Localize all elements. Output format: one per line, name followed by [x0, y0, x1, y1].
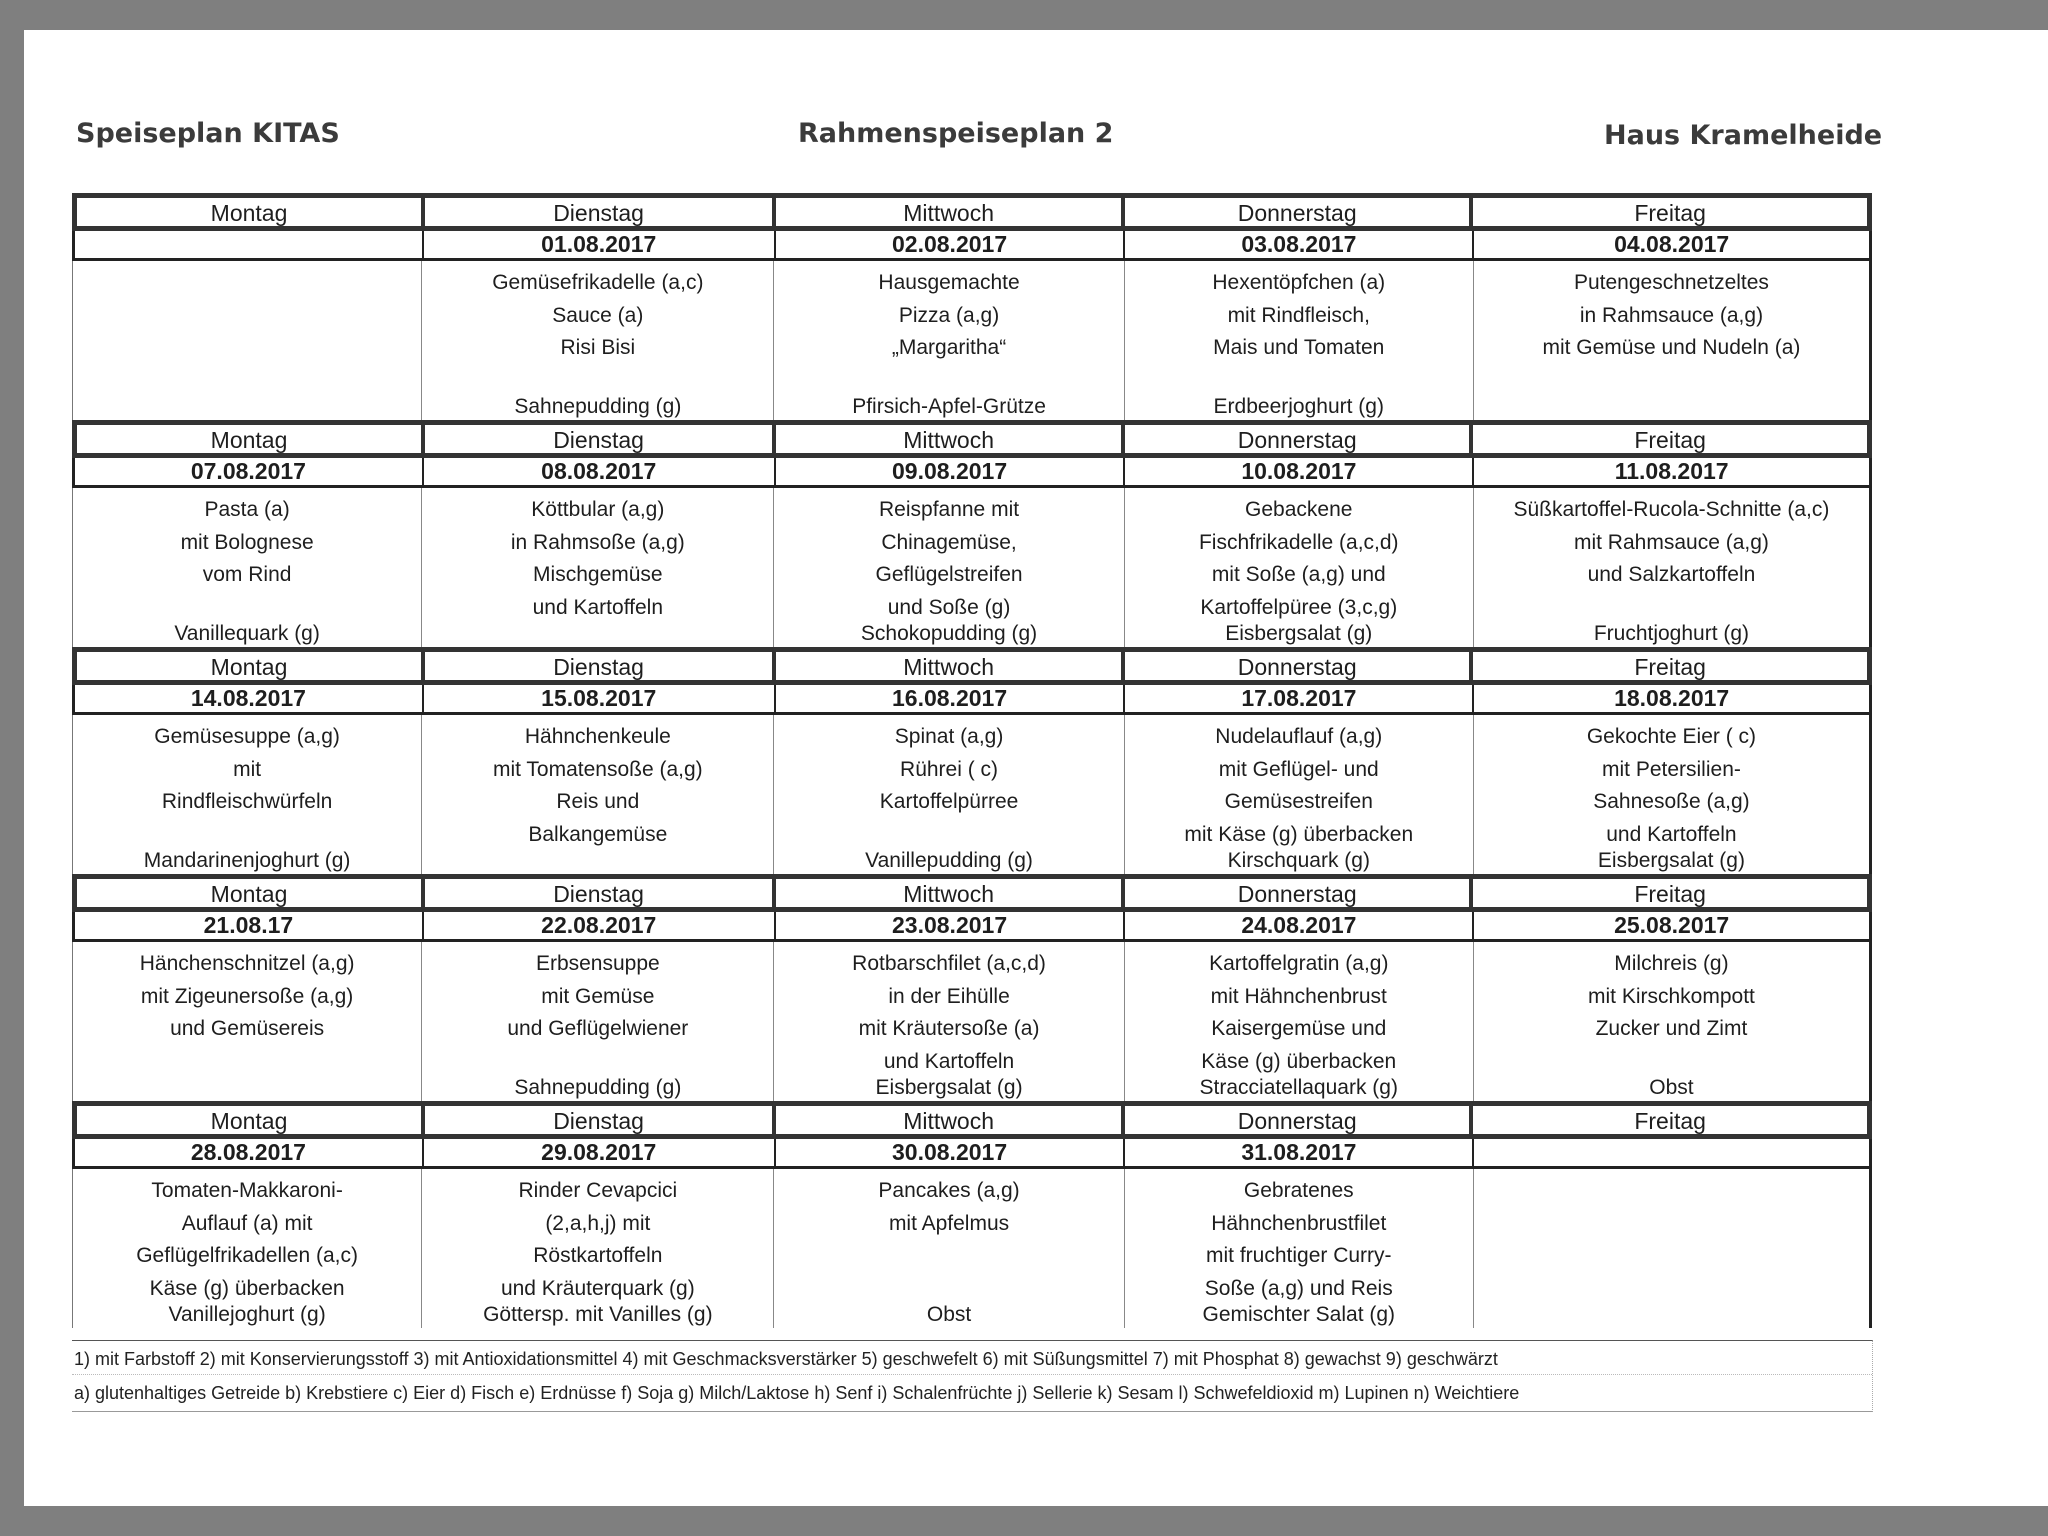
meal-line: und Kartoffeln: [883, 1049, 1015, 1073]
meal-row: [72, 488, 1872, 647]
meal-line: Mais und Tomaten: [1213, 336, 1385, 359]
meal-cell: [422, 942, 774, 1101]
meal-description: [1125, 488, 1473, 624]
meal-description: [774, 261, 1123, 365]
meal-line: Gemüsefrikadelle (a,c): [492, 271, 704, 294]
meal-cell: [73, 715, 422, 874]
weekday-header-row: [72, 420, 1872, 458]
meal-description: [422, 1169, 773, 1305]
meal-cell: [1125, 488, 1474, 647]
meal-line: in Rahmsoße (a,g): [510, 530, 685, 554]
meal-description: [1125, 261, 1473, 365]
meal-line: Sahnesoße (a,g): [1593, 790, 1750, 813]
meal-description: [1125, 942, 1473, 1078]
weekday-header: Dienstag: [425, 652, 776, 680]
meal-line: Hausgemachte: [878, 271, 1020, 294]
meal-cell: [1474, 488, 1869, 647]
week-block: [72, 420, 1872, 647]
week-block: [72, 874, 1872, 1101]
meal-description: [422, 261, 773, 365]
meal-description: [1125, 715, 1473, 851]
meal-line: in der Eihülle: [888, 984, 1010, 1008]
weekday-header: Montag: [77, 652, 425, 680]
meal-line: und Kartoffeln: [532, 595, 664, 619]
meal-line: Röstkartoffeln: [533, 1244, 663, 1267]
legend-divider: [72, 1374, 1872, 1375]
dessert: Erdbeerjoghurt (g): [1213, 395, 1384, 418]
date-cell: [1474, 1139, 1869, 1166]
meal-line: mit Apfelmus: [888, 1211, 1010, 1235]
meal-line: Käse (g) überbacken: [1201, 1049, 1397, 1073]
meal-cell: [774, 715, 1124, 874]
meal-line: Chinagemüse,: [881, 530, 1017, 554]
meal-cell: [1474, 1169, 1869, 1328]
meal-line: Pasta (a): [204, 498, 290, 521]
meal-cell: [1125, 261, 1474, 420]
dessert: Gemischter Salat (g): [1202, 1303, 1396, 1326]
meal-line: und Gemüsereis: [170, 1017, 325, 1040]
meal-line: (2,a,h,j) mit: [545, 1211, 651, 1235]
date-cell: 03.08.2017: [1125, 231, 1474, 258]
date-cell: 09.08.2017: [776, 458, 1126, 485]
meal-line: Rinder Cevapcici: [518, 1179, 678, 1202]
meal-line: vom Rind: [202, 563, 292, 586]
date-cell: 18.08.2017: [1614, 685, 1730, 711]
meal-line: Hexentöpfchen (a): [1212, 271, 1386, 294]
meal-description: [774, 488, 1123, 624]
meal-line: Gemüsesuppe (a,g): [154, 725, 340, 748]
meal-line: Risi Bisi: [560, 336, 636, 359]
meal-cell: [73, 942, 422, 1101]
week-block: [72, 1101, 1872, 1328]
date-cell: 23.08.2017: [776, 912, 1126, 939]
dessert: Sahnepudding (g): [514, 1076, 682, 1099]
date-row: [72, 458, 1872, 488]
meal-description: [422, 715, 773, 851]
meal-line: Köttbular (a,g): [531, 498, 665, 521]
meal-line: Pancakes (a,g): [878, 1179, 1020, 1202]
dessert: Pfirsich-Apfel-Grütze: [852, 395, 1046, 418]
meal-line: und Salzkartoffeln: [1587, 563, 1756, 586]
weekday-header-row: [72, 193, 1872, 231]
dessert: Sahnepudding (g): [514, 395, 682, 418]
meal-line: mit Gemüse und Nudeln (a): [1542, 336, 1801, 359]
weekday-header: Freitag: [1473, 1106, 1867, 1134]
date-cell: 01.08.2017: [424, 231, 776, 258]
meal-line: mit Rindfleisch,: [1227, 303, 1370, 327]
dessert: Kirschquark (g): [1227, 849, 1370, 872]
meal-description: [774, 942, 1123, 1078]
date-cell: 16.08.2017: [776, 685, 1126, 712]
weekday-header: Dienstag: [425, 1106, 776, 1134]
meal-line: Zucker und Zimt: [1595, 1017, 1748, 1040]
meal-line: mit Käse (g) überbacken: [1184, 822, 1414, 846]
meal-line: mit Soße (a,g) und: [1211, 563, 1386, 586]
meal-line: Balkangemüse: [528, 822, 668, 846]
weekday-header: Dienstag: [425, 198, 776, 226]
meal-description: [73, 488, 421, 592]
meal-line: mit Rahmsauce (a,g): [1573, 530, 1769, 554]
document-title: Speiseplan KITAS: [76, 118, 340, 149]
date-cell: 15.08.2017: [424, 685, 776, 712]
meal-line: Rotbarschfilet (a,c,d): [852, 952, 1046, 975]
meal-line: Soße (a,g) und Reis: [1204, 1276, 1393, 1300]
meal-cell: [422, 261, 774, 420]
meal-line: Hähnchenkeule: [524, 725, 671, 748]
plan-title: Rahmenspeiseplan 2: [798, 118, 1114, 149]
weekday-header: Dienstag: [425, 425, 776, 453]
weekday-header: Freitag: [1473, 425, 1867, 453]
meal-description: [422, 942, 773, 1046]
meal-cell: [422, 715, 774, 874]
meal-cell: [1125, 942, 1474, 1101]
meal-line: mit Kräutersoße (a): [858, 1017, 1040, 1040]
meal-line: Milchreis (g): [1614, 952, 1729, 975]
date-cell: 02.08.2017: [776, 231, 1126, 258]
dessert: Vanillepudding (g): [865, 849, 1033, 872]
meal-cell: [1125, 715, 1474, 874]
house-name: Haus Kramelheide: [1604, 120, 1883, 151]
meal-line: in Rahmsauce (a,g): [1579, 303, 1764, 327]
date-cell: 28.08.2017: [75, 1139, 424, 1166]
weekday-header: Mittwoch: [776, 879, 1125, 907]
date-cell: 07.08.2017: [75, 458, 424, 485]
meal-line: Mischgemüse: [533, 563, 663, 586]
meal-description: [1474, 1169, 1869, 1175]
meal-line: mit Gemüse: [541, 984, 655, 1008]
meal-line: Putengeschnetzeltes: [1573, 271, 1769, 294]
meal-line: Pizza (a,g): [898, 303, 1000, 327]
meal-line: Auflauf (a) mit: [181, 1211, 313, 1235]
meal-line: mit fruchtiger Curry-: [1206, 1244, 1392, 1267]
meal-description: [1125, 1169, 1473, 1305]
meal-description: [1474, 488, 1869, 592]
meal-line: mit Hähnchenbrust: [1210, 984, 1387, 1008]
meal-cell: [422, 1169, 774, 1328]
weekday-header: Mittwoch: [776, 652, 1125, 680]
meal-line: mit Kirschkompott: [1588, 984, 1755, 1008]
weekday-header-row: [72, 647, 1872, 685]
meal-description: [1474, 942, 1869, 1046]
date-cell: 14.08.2017: [75, 685, 424, 712]
meal-description: [774, 715, 1123, 819]
meal-line: Gekochte Eier ( c): [1586, 725, 1757, 748]
weekday-header-row: [72, 1101, 1872, 1139]
meal-line: Rindfleischwürfeln: [161, 790, 333, 813]
meal-line: Kaisergemüse und: [1211, 1017, 1387, 1040]
meal-line: und Geflügelwiener: [507, 1017, 689, 1040]
meal-line: „Margaritha“: [891, 336, 1007, 359]
date-cell: [75, 231, 424, 258]
date-cell: 29.08.2017: [424, 1139, 776, 1166]
meal-row: [72, 261, 1872, 420]
meal-row: [72, 942, 1872, 1101]
meal-line: Gemüsestreifen: [1224, 790, 1373, 813]
date-cell: 31.08.2017: [1125, 1139, 1474, 1166]
meal-line: mit Geflügel- und: [1218, 757, 1379, 781]
weekday-header: Montag: [77, 1106, 425, 1134]
meal-description: [73, 1169, 421, 1305]
date-cell: 22.08.2017: [424, 912, 776, 939]
weekday-header: Donnerstag: [1125, 1106, 1473, 1134]
date-cell: 04.08.2017: [1614, 231, 1730, 257]
weekday-header: Freitag: [1473, 198, 1867, 226]
meal-line: Reispfanne mit: [879, 498, 1020, 521]
meal-line: Kartoffelpürree: [879, 790, 1019, 813]
meal-cell: [1474, 261, 1869, 420]
dessert: Mandarinenjoghurt (g): [143, 849, 351, 872]
meal-description: [1474, 715, 1869, 851]
meal-line: mit: [233, 757, 262, 781]
dessert: Stracciatellaquark (g): [1199, 1076, 1398, 1099]
meal-cell: [73, 261, 422, 420]
meal-row: [72, 1169, 1872, 1328]
meal-line: und Kartoffeln: [1606, 822, 1737, 846]
meal-cell: [774, 1169, 1124, 1328]
meal-line: Fischfrikadelle (a,c,d): [1198, 530, 1399, 554]
date-cell: 17.08.2017: [1125, 685, 1474, 712]
dessert: Vanillejoghurt (g): [168, 1303, 326, 1326]
meal-line: Hänchenschnitzel (a,g): [139, 952, 355, 975]
meal-line: Geflügelstreifen: [875, 563, 1023, 586]
date-cell: 11.08.2017: [1614, 458, 1729, 484]
weekday-header: Donnerstag: [1125, 879, 1473, 907]
weekday-header-row: [72, 874, 1872, 912]
dessert: Eisbergsalat (g): [1597, 849, 1745, 872]
meal-cell: [1474, 715, 1869, 874]
dessert: Göttersp. mit Vanilles (g): [483, 1303, 713, 1326]
date-row: [72, 685, 1872, 715]
meal-description: [73, 715, 421, 819]
meal-cell: [774, 488, 1124, 647]
meal-cell: [1474, 942, 1869, 1101]
weekday-header: Montag: [77, 198, 425, 226]
dessert: Schokopudding (g): [860, 622, 1038, 645]
meal-line: Hähnchenbrustfilet: [1211, 1211, 1387, 1235]
meal-description: [422, 488, 773, 624]
meal-cell: [422, 488, 774, 647]
dessert: Obst: [926, 1303, 972, 1326]
week-block: [72, 193, 1872, 420]
weekday-header: Montag: [77, 879, 425, 907]
meal-line: mit Zigeunersoße (a,g): [140, 984, 354, 1008]
weekday-header: Mittwoch: [776, 198, 1125, 226]
meal-line: Gebratenes: [1243, 1179, 1354, 1202]
meal-line: Kartoffelgratin (a,g): [1209, 952, 1389, 975]
dessert: Obst: [1649, 1076, 1694, 1099]
allergens-legend: a) glutenhaltiges Getreide b) Krebstiere c) Eier d) Fisch e) Erdnüsse f) Soja g) Milch/Laktose h) Senf i) Schalenfrüchte j) Sellerie k) Sesam l) Schwefeldioxid m) Lupinen n) Weichtiere: [74, 1383, 1520, 1403]
meal-line: Gebackene: [1245, 498, 1353, 521]
meal-line: mit Bolognese: [180, 530, 314, 554]
date-cell: 08.08.2017: [424, 458, 776, 485]
meal-line: Käse (g) überbacken: [149, 1276, 345, 1300]
weekday-header: Donnerstag: [1125, 652, 1473, 680]
weekday-header: Freitag: [1473, 879, 1867, 907]
meal-line: Kartoffelpüree (3,c,g): [1200, 595, 1398, 619]
dessert: Vanillequark (g): [174, 622, 320, 645]
meal-cell: [774, 942, 1124, 1101]
date-row: [72, 231, 1872, 261]
meal-description: [774, 1169, 1123, 1240]
meal-line: Sauce (a): [552, 303, 644, 327]
weekday-header: Freitag: [1473, 652, 1867, 680]
meal-line: und Soße (g): [887, 595, 1011, 619]
meal-line: Reis und: [556, 790, 640, 813]
meal-line: mit Tomatensoße (a,g): [492, 757, 703, 781]
meal-cell: [774, 261, 1124, 420]
meal-description: [73, 942, 421, 1046]
meal-cell: [73, 1169, 422, 1328]
meal-line: Nudelauflauf (a,g): [1215, 725, 1383, 748]
date-cell: 25.08.2017: [1614, 912, 1730, 938]
date-cell: 10.08.2017: [1125, 458, 1474, 485]
weekday-header: Mittwoch: [776, 1106, 1125, 1134]
date-row: [72, 912, 1872, 942]
weekday-header: Dienstag: [425, 879, 776, 907]
weekday-header: Montag: [77, 425, 425, 453]
dessert: Eisbergsalat (g): [875, 1076, 1023, 1099]
date-row: [72, 1139, 1872, 1169]
meal-row: [72, 715, 1872, 874]
weekday-header: Donnerstag: [1125, 198, 1473, 226]
meal-description: [73, 261, 421, 267]
dessert: Eisbergsalat (g): [1225, 622, 1373, 645]
menu-table: [72, 193, 1872, 1328]
meal-cell: [1125, 1169, 1474, 1328]
meal-line: Tomaten-Makkaroni-: [151, 1179, 343, 1202]
meal-line: Rührei ( c): [900, 757, 999, 781]
meal-line: Spinat (a,g): [894, 725, 1004, 748]
date-cell: 21.08.17: [75, 912, 424, 939]
date-cell: 30.08.2017: [776, 1139, 1126, 1166]
footnote-legend: [72, 1340, 1873, 1412]
dessert: Fruchtjoghurt (g): [1593, 622, 1750, 645]
meal-description: [1474, 261, 1869, 365]
additives-legend: 1) mit Farbstoff 2) mit Konservierungsstoff 3) mit Antioxidationsmittel 4) mit Geschmacksverstärker 5) geschwefelt 6) mit Süßungsmittel 7) mit Phosphat 8) gewachst 9) geschwärzt: [74, 1349, 1498, 1369]
weekday-header: Donnerstag: [1125, 425, 1473, 453]
weekday-header: Mittwoch: [776, 425, 1125, 453]
meal-line: mit Petersilien-: [1602, 757, 1741, 781]
date-cell: 24.08.2017: [1125, 912, 1474, 939]
meal-cell: [73, 488, 422, 647]
meal-line: und Kräuterquark (g): [500, 1276, 695, 1300]
meal-line: Erbsensuppe: [535, 952, 660, 975]
meal-line: Süßkartoffel-Rucola-Schnitte (a,c): [1513, 498, 1830, 521]
week-block: [72, 647, 1872, 874]
meal-line: Geflügelfrikadellen (a,c): [136, 1244, 358, 1267]
